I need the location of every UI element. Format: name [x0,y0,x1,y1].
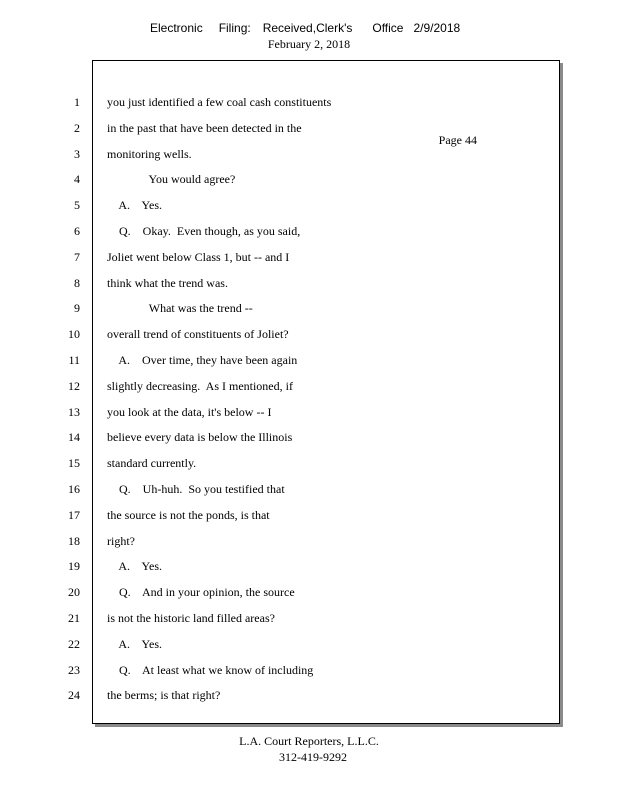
line-number: 4 [74,172,80,187]
stamp-word: Received,Clerk's [262,21,353,35]
transcript-line: What was the trend -- [107,301,253,316]
transcript-line: A. Yes. [107,198,163,213]
transcript-line: in the past that have been detected in the [107,120,302,135]
transcript-line: Joliet went below Class 1, but -- and I [107,249,290,264]
transcript-line: standard currently. [107,456,197,471]
line-number: 9 [74,301,80,316]
line-number: 15 [68,456,80,471]
line-number: 19 [68,559,80,574]
court-reporter-name: L.A. Court Reporters, L.L.C. [239,734,379,748]
transcript-line: is not the historic land filled areas? [107,610,275,625]
stamp-word: 2/9/2018 [413,21,461,35]
line-number-column [0,92,80,711]
transcript-line: Q. At least what we know of including [107,662,314,677]
transcript-date: February 2, 2018 [267,37,351,51]
transcript-line: you look at the data, it's below -- I [107,404,272,419]
line-number: 20 [68,585,80,600]
transcript-line: overall trend of constituents of Joliet? [107,327,289,342]
transcript-line: A. Yes. [107,636,163,651]
page-number: Page 44 [438,133,477,147]
transcript-line: think what the trend was. [107,275,228,290]
stamp-word: Electronic [150,21,203,35]
transcript-line: believe every data is below the Illinois [107,430,293,445]
line-number: 5 [74,198,80,213]
transcript-line: the berms; is that right? [107,688,221,703]
line-number: 18 [68,533,80,548]
transcript-line: you just identified a few coal cash constituents [107,95,332,109]
line-number: 11 [68,352,80,367]
line-number: 16 [68,481,80,496]
line-number: 1 [74,95,80,109]
line-number: 14 [68,430,80,445]
line-number: 12 [68,378,80,393]
transcript-line: slightly decreasing. As I mentioned, if [107,378,293,393]
transcript-line: A. Over time, they have been again [107,352,298,367]
transcript-line: You would agree? [107,172,236,187]
stamp-word: Filing: [218,21,251,35]
transcript-line: right? [107,533,135,548]
transcript-line: the source is not the ponds, is that [107,507,270,522]
transcript-line: monitoring wells. [107,146,192,161]
line-number: 6 [74,223,80,238]
line-number: 7 [74,249,80,264]
transcript-line: Q. Okay. Even though, as you said, [107,223,301,238]
line-number: 2 [74,120,80,135]
line-number: 24 [68,688,80,703]
transcript-text [107,92,547,711]
transcript-line: Q. Uh-huh. So you testified that [107,481,285,496]
line-number: 13 [68,404,80,419]
line-number: 22 [68,636,80,651]
transcript-line: A. Yes. [107,559,163,574]
transcript-line: Q. And in your opinion, the source [107,585,295,600]
line-number: 17 [68,507,80,522]
filing-stamp [150,21,460,35]
line-number: 8 [74,275,80,290]
line-number: 21 [68,610,80,625]
line-number: 3 [74,146,80,161]
stamp-word: Office [372,21,404,35]
court-reporter-phone: 312-419-9292 [279,750,347,764]
line-number: 10 [68,327,80,342]
line-number: 23 [68,662,80,677]
